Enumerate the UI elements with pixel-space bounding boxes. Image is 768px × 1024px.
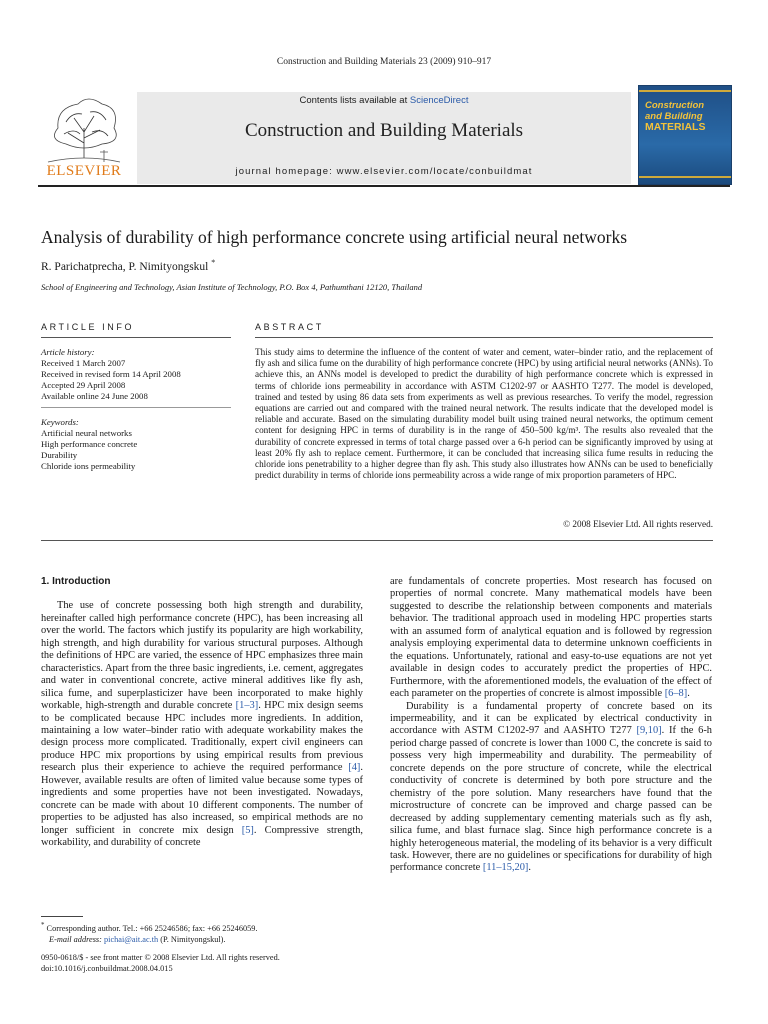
- history-label: Article history:: [41, 347, 95, 357]
- paragraph-text: .: [528, 862, 531, 874]
- paper-title: Analysis of durability of high performance concrete using artificial neural networks: [41, 227, 628, 247]
- history-item: Received 1 March 2007: [41, 358, 126, 368]
- journal-homepage[interactable]: journal homepage: www.elsevier.com/locate/conbuildmat: [235, 166, 533, 177]
- history-item: Available online 24 June 2008: [41, 391, 148, 401]
- footnote-corresponding-text: Corresponding author. Tel.: +66 25246586; fax: +66 25246059.: [46, 923, 258, 933]
- doi-line[interactable]: doi:10.1016/j.conbuildmat.2008.04.015: [41, 964, 173, 974]
- reference-link[interactable]: [11–15,20]: [482, 862, 529, 874]
- cover-title: [645, 100, 729, 133]
- keywords: [41, 417, 231, 472]
- article-history: [41, 347, 231, 402]
- footnote-rule: [41, 916, 83, 917]
- issn-doi: [41, 952, 280, 974]
- keyword-item: Durability: [41, 450, 78, 460]
- keywords-label: Keywords:: [41, 417, 79, 427]
- footnote: [41, 920, 371, 945]
- section-heading-introduction: 1. Introduction: [41, 576, 111, 587]
- journal-citation: Construction and Building Materials 23 (2009) 910–917: [276, 57, 492, 67]
- reference-link[interactable]: [6–8]: [664, 688, 688, 700]
- sciencedirect-link[interactable]: ScienceDirect: [409, 95, 469, 106]
- paragraph-text: . HPC mix design seems to be complicated because HPC includes more ingredients. In addition, maintaining a low water–binder ratio with adequate workability makes the design process more complicated. Traditionally, expert civil engineers can produce HPC mix proportions by using empirical results from previous research plus their experience to achieve the required performance: [41, 700, 364, 774]
- body-left-column: [41, 576, 363, 850]
- abstract-bottom-rule: [41, 540, 713, 541]
- authors: [41, 258, 215, 273]
- abstract-text: This study aims to determine the influence of the content of water and cement, water–binder ratio, and the replacement of fly ash and silica fume on the durability of high performance concrete (HPC) by using artificial neural networks (ANNs). To achieve this, an ANNs model is developed to predict the durability of high performance concrete which is expressed in terms of chloride ions permeability in accordance with ASTM C1202-97 or AASHTO T277. The model is developed, trained and tested by using 86 data sets from experiments as well as previous researches. To verify the model, regression equations are carried out and compared with the trained neural network. The results indicate that the developed model is reliable and accurate. Based on the simulating durability model built using trained neural networks, the optimum cement content for designing HPC in terms of durability is in the range of 450–500 kg/m³. The results also revealed that the durability of concrete expressed in terms of total charge passed over a 6-h period can be significantly improved by using at least 20% fly ash to replace cement. Furthermore, it can be concluded that increasing silica fume results in reducing the chloride ions penetrability to a higher degree than fly ash. This study also illustrates how ANNs can be used to beneficially predict durability in terms of chloride ions permeability across a wide range of mix proportion parameters of HPC.: [255, 347, 713, 481]
- journal-title: Construction and Building Materials: [244, 120, 524, 141]
- paragraph-text: . However, available results are often of limited value because some types of ingredients and some properties have not been investigated. Nowadays, concrete can be made with about 10 different components. The number of properties to be adjusted has also increased, so empirical methods are no longer sufficient in concrete mix design: [41, 762, 363, 836]
- reference-link[interactable]: [5]: [241, 824, 254, 836]
- reference-link[interactable]: [4]: [348, 762, 361, 774]
- abstract-rule: [255, 337, 713, 338]
- publisher-logo-text: ELSEVIER: [46, 163, 122, 179]
- cover-line-1: Construction: [645, 100, 705, 111]
- keyword-item: High performance concrete: [41, 439, 138, 449]
- footnote-mark: *: [41, 922, 45, 929]
- contents-line: [137, 95, 631, 106]
- reference-link[interactable]: [9,10]: [636, 725, 662, 737]
- paragraph-text: Durability is a fundamental property of concrete based on its impermeability, and it can be explicated by electrical conductivity in accordance with ASTM C1202-97 and AASHTO T277: [390, 700, 712, 737]
- paragraph-text: .: [687, 688, 690, 700]
- cover-stripe: [639, 90, 731, 92]
- paragraph-text: . If the 6-h period charge passed of concrete is lower than 1000 C, the concrete is said to possess very high impermeability and durability. The permeability of concrete depends on the pore structure of concrete, while the electrical conductivity of concrete is determined by both pore structure and the chemistry of the pore solution. Many researchers have found that the microstructure of concrete can be improved and charge passed can be decreased by adding supplementary cementing materials such as fly ash, silica fume, and blast furnace slag. Since high performance concrete is a highly heterogeneous material, the modeling of its behavior is a very difficult task. However, there are no guidelines or specifications for durability of high performance concrete: [390, 725, 712, 874]
- keyword-item: Chloride ions permeability: [41, 461, 136, 471]
- paragraph-text: . Compressive strength, workability, and durability of concrete: [41, 824, 363, 849]
- paragraph-text: The use of concrete possessing both high strength and durability, hereinafter called high performance concrete (HPC), has been increasing all over the world. The factors which justify its popularity are high workability, high strength, and high durability for various structural purposes. Although the definitions of HPC are varied, the essence of HPC emphasizes three main characteristics. Apart from the three basic ingredients, i.e. cement, aggregates and water in conventional concrete, active mineral additives like fly ash, silica fume, and superplasticizer have been incorporated to make highly workable, high-strength and durable concrete: [41, 600, 363, 712]
- history-item: Received in revised form 14 April 2008: [41, 369, 181, 379]
- email-link[interactable]: pichai@ait.ac.th: [104, 934, 159, 944]
- author-names: R. Parichatprecha, P. Nimityongskul: [41, 260, 209, 273]
- email-owner: (P. Nimityongskul).: [160, 934, 226, 944]
- issn-line: 0950-0618/$ - see front matter © 2008 Elsevier Ltd. All rights reserved.: [41, 953, 280, 962]
- article-info-rule: [41, 337, 231, 338]
- abstract-copyright: © 2008 Elsevier Ltd. All rights reserved.: [563, 519, 713, 529]
- cover-line-2: and Building: [645, 111, 703, 122]
- footnote-email: [41, 934, 371, 945]
- paragraph: [390, 576, 712, 701]
- article-info-heading: ARTICLE INFO: [41, 322, 135, 332]
- paragraph: [41, 600, 363, 849]
- abstract-heading: ABSTRACT: [255, 322, 324, 332]
- corresponding-author-mark[interactable]: *: [211, 258, 216, 267]
- header-rule: [38, 185, 730, 187]
- journal-cover-thumbnail: [638, 85, 732, 185]
- affiliation: School of Engineering and Technology, Asian Institute of Technology, P.O. Box 4, Pathumthani 12120, Thailand: [41, 282, 423, 292]
- email-label: E-mail address:: [49, 934, 102, 944]
- keyword-item: Artificial neural networks: [41, 428, 132, 438]
- body-right-column: [390, 576, 712, 875]
- paragraph-text: are fundamentals of concrete properties. Most research has focused on properties of normal concrete. Many mathematical models have been suggested to describe the relationship between components and materials behavior. The traditional approach used in modeling HPC properties starts with an assumed form of analytical equation and is followed by regression analysis employing experimental data to determine unknown coefficients in the equations. Unfortunately, rational and easy-to-use equations are not yet available in design codes to accurately predict the properties of HPC. Furthermore, with the aforementioned models, the evaluation of the effect of each parameter on the properties of concrete is almost impossible: [390, 576, 712, 700]
- cover-line-3: MATERIALS: [645, 121, 706, 133]
- reference-link[interactable]: [1–3]: [235, 700, 259, 712]
- article-info-divider: [41, 407, 231, 408]
- paragraph: [390, 701, 712, 875]
- footnote-corresponding: [41, 920, 371, 934]
- contents-prefix: Contents lists available at: [299, 95, 410, 106]
- cover-stripe: [639, 176, 731, 178]
- history-item: Accepted 29 April 2008: [41, 380, 126, 390]
